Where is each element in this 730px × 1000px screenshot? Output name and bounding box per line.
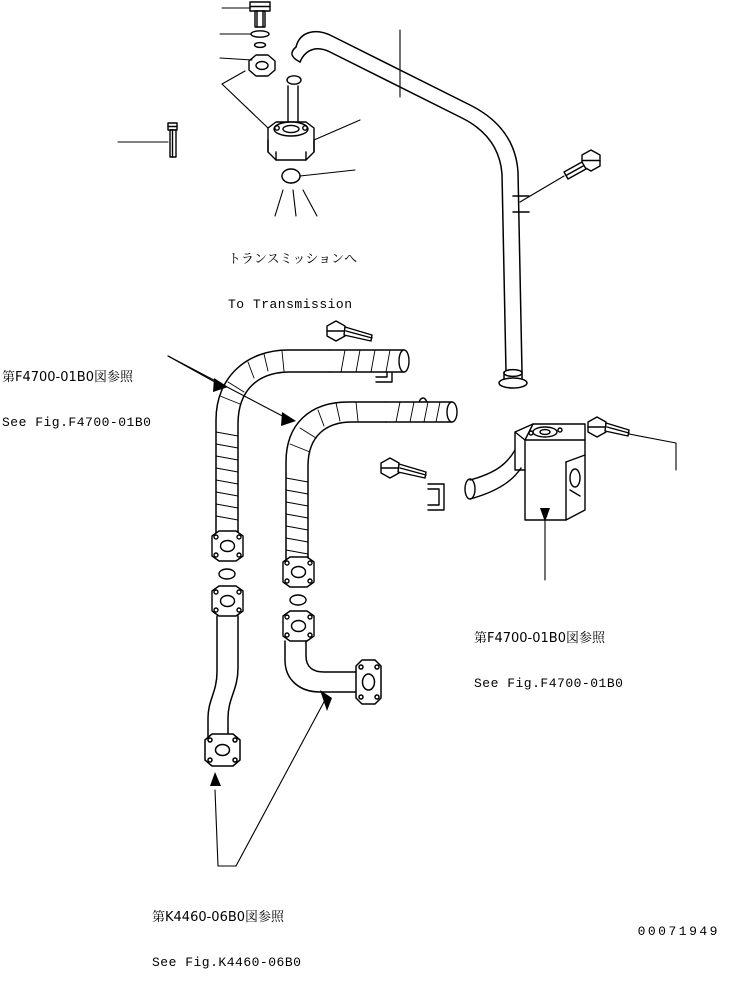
- to-transmission-label: [228, 222, 357, 342]
- lower-clamp-assembly: [381, 458, 444, 510]
- f4700-left-leaders: [168, 356, 296, 426]
- hose-end-flange-lower: [283, 557, 314, 587]
- valve-block: [470, 424, 585, 520]
- port-plug: [282, 169, 300, 183]
- pipe-flange-lower: [283, 611, 314, 641]
- figure-part-number: 00071949: [637, 924, 720, 939]
- top-bolt-assembly: [249, 2, 301, 84]
- o-ring-upper-left: [219, 569, 235, 579]
- to-transmission-label-en: To Transmission: [228, 297, 353, 312]
- pipe-flange-upper-left: [212, 586, 243, 616]
- see-fig-f4700-01b0-label-left: [2, 340, 151, 460]
- transmission-flange: [268, 86, 314, 160]
- right-upper-bolt: [564, 150, 600, 179]
- upper-hose: [216, 350, 330, 540]
- see-fig-f4700-01b0-left-jp: 第F4700-01B0図参照: [2, 370, 133, 385]
- to-transmission-leaders: [275, 190, 317, 216]
- see-fig-k4460-06b0-jp: 第K4460-06B0図参照: [152, 910, 285, 925]
- see-fig-f4700-01b0-label-right: [474, 601, 623, 721]
- hose-end-flange-upper-left: [212, 531, 243, 561]
- see-fig-f4700-01b0-right-jp: 第F4700-01B0図参照: [474, 631, 605, 646]
- see-fig-f4700-01b0-right-en: See Fig.F4700-01B0: [474, 676, 624, 691]
- o-ring-lower: [290, 595, 306, 605]
- see-fig-k4460-06b0-en: See Fig.K4460-06B0: [152, 955, 302, 970]
- lower-left-tube: [205, 616, 240, 766]
- top-leader-lines: [220, 8, 252, 84]
- left-bolt: [168, 123, 177, 157]
- to-transmission-label-jp: トランスミッションへ: [228, 252, 358, 267]
- see-fig-f4700-01b0-left-en: See Fig.F4700-01B0: [2, 415, 152, 430]
- lower-hose: [286, 402, 386, 566]
- lower-right-tube: [285, 641, 381, 704]
- valve-block-bolt: [588, 417, 629, 437]
- see-fig-k4460-06b0-label: [152, 880, 301, 1000]
